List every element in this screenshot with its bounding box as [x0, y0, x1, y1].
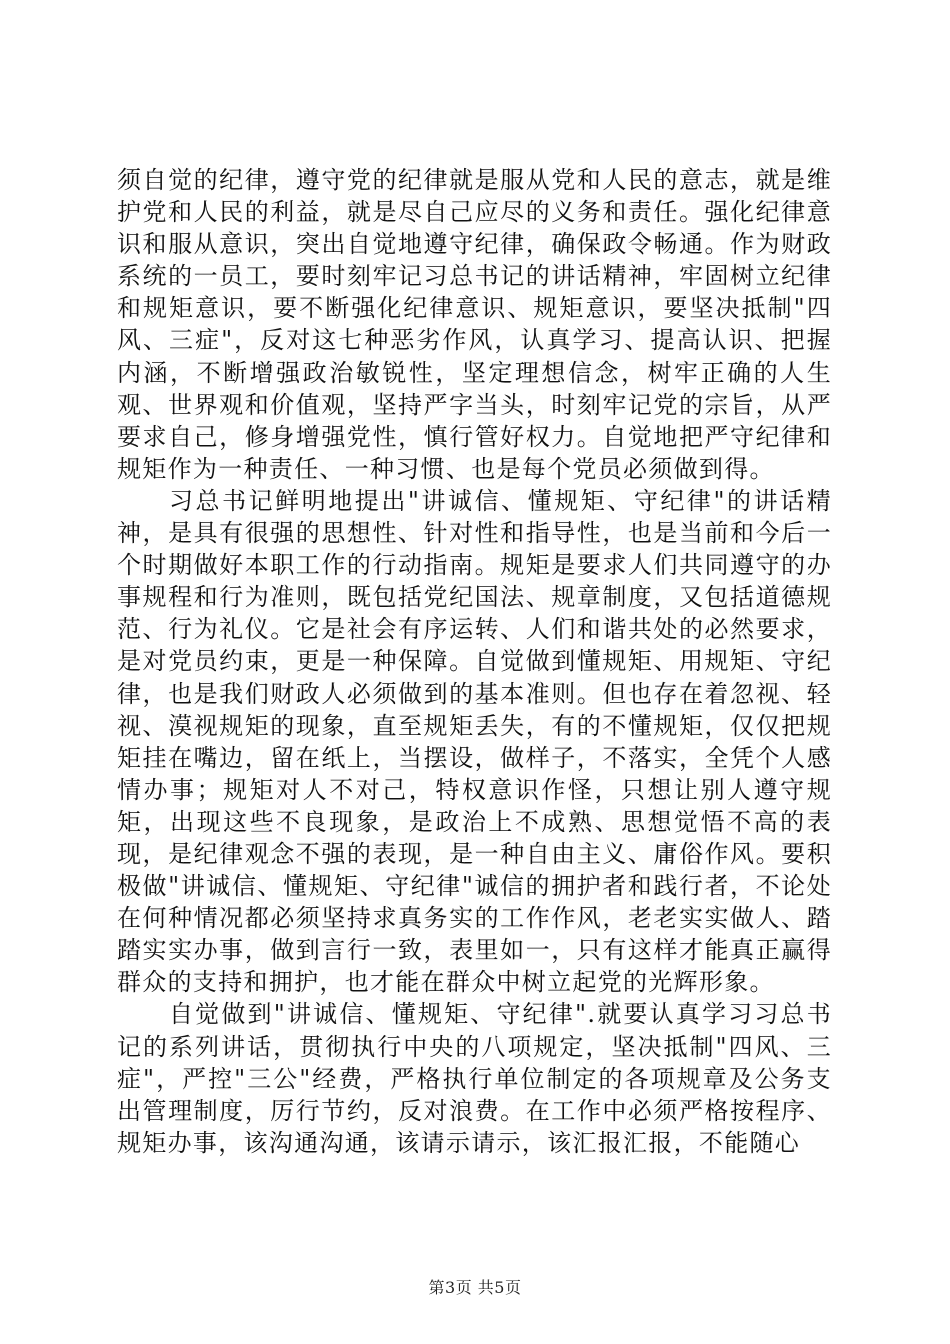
paragraph-3: 自觉做到"讲诚信、懂规矩、守纪律".就要认真学习习总书记的系列讲话，贯彻执行中央的八项规定，坚决抵制"四风、三症"，严控"三公"经费，严格执行单位制定的各项规章及公务支出管理制度，厉行节约，反对浪费。在工作中必须严格按程序、规矩办事，该沟通沟通，该请示请示，该汇报汇报，不能随心 [117, 1000, 832, 1157]
page-footer: 第3页 共5页 [428, 1278, 522, 1297]
paragraph-1: 须自觉的纪律，遵守党的纪律就是服从党和人民的意志，就是维护党和人民的利益，就是尽自己应尽的义务和责任。强化纪律意识和服从意识，突出自觉地遵守纪律，确保政令畅通。作为财政系统的一员工，要时刻牢记习总书记的讲话精神，牢固树立纪律和规矩意识，要不断强化纪律意识、规矩意识，要坚决抵制"四风、三症"，反对这七种恶劣作风，认真学习、提高认识、把握内涵，不断增强政治敏锐性，坚定理想信念，树牢正确的人生观、世界观和价值观，坚持严字当头，时刻牢记党的宗旨，从严要求自己，修身增强党性，慎行管好权力。自觉地把严守纪律和规矩作为一种责任、一种习惯、也是每个党员必须做到得。 [117, 166, 832, 483]
paragraph-2: 习总书记鲜明地提出"讲诚信、懂规矩、守纪律"的讲话精神，是具有很强的思想性、针对性和指导性，也是当前和今后一个时期做好本职工作的行动指南。规矩是要求人们共同遵守的办事规程和行为准则，既包括党纪国法、规章制度，又包括道德规范、行为礼仪。它是社会有序运转、人们和谐共处的必然要求，是对党员约束，更是一种保障。自觉做到懂规矩、用规矩、守纪律，也是我们财政人必须做到的基本准则。但也存在着忽视、轻视、漠视规矩的现象，直至规矩丢失，有的不懂规矩，仅仅把规矩挂在嘴边，留在纸上，当摆设，做样子，不落实，全凭个人感情办事；规矩对人不对己，特权意识作怪，只想让别人遵守规矩，出现这些不良现象，是政治上不成熟、思想觉悟不高的表现，是纪律观念不强的表现，是一种自由主义、庸俗作风。要积极做"讲诚信、懂规矩、守纪律"诚信的拥护者和践行者，不论处在何种情况都必须坚持求真务实的工作作风，老老实实做人、踏踏实实办事，做到言行一致，表里如一，只有这样才能真正赢得群众的支持和拥护，也才能在群众中树立起党的光辉形象。 [117, 486, 832, 997]
document-body [117, 164, 832, 1159]
